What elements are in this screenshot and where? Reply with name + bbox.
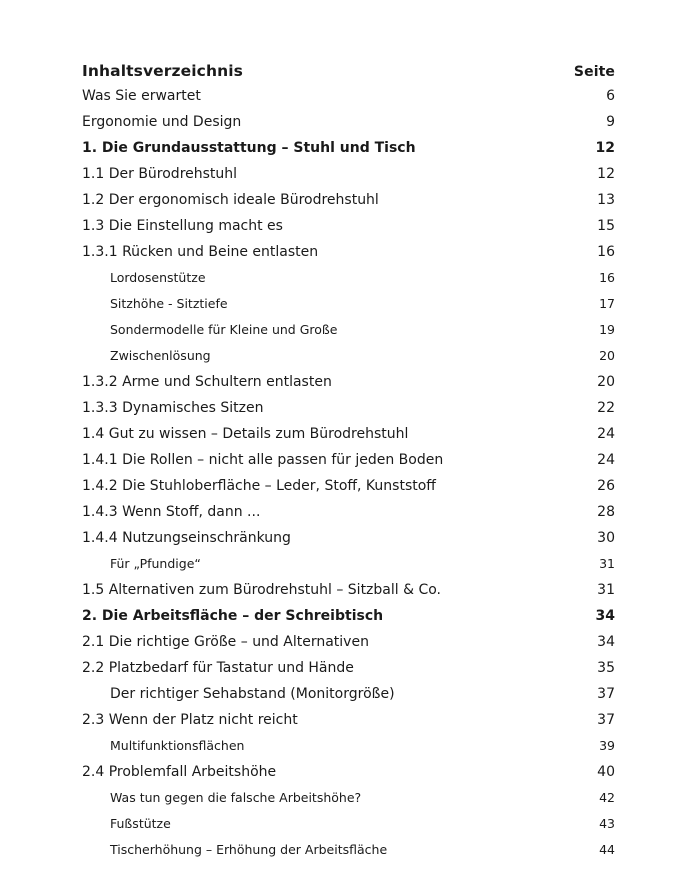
toc-entry[interactable] [82, 322, 615, 348]
toc-entry-title: 1. Die Grundausstattung – Stuhl und Tisch [82, 140, 416, 156]
toc-entry[interactable] [82, 478, 615, 504]
toc-entry[interactable] [82, 790, 615, 816]
toc-entry-page-number: 24 [597, 452, 615, 468]
toc-entry[interactable] [82, 88, 615, 114]
toc-entry-page-number: 44 [599, 842, 615, 857]
toc-entry-title: Fußstütze [110, 816, 171, 831]
toc-entry-page-number: 9 [606, 114, 615, 130]
toc-entry[interactable] [82, 400, 615, 426]
toc-entry-page-number: 22 [597, 400, 615, 416]
toc-entry-title: Multifunktionsflächen [110, 738, 245, 753]
toc-entry-title: Ergonomie und Design [82, 114, 242, 130]
toc-entry[interactable] [82, 114, 615, 140]
toc-entry-title: 2.1 Die richtige Größe – und Alternativen [82, 634, 369, 650]
toc-entry[interactable] [82, 140, 615, 166]
toc-header-row [82, 62, 615, 88]
toc-entry-page-number: 31 [597, 582, 615, 598]
toc-entry-title: 1.1 Der Bürodrehstuhl [82, 166, 238, 182]
toc-entry-title: 1.5 Alternativen zum Bürodrehstuhl – Sitzball & Co. [82, 582, 442, 598]
toc-entry-page-number: 35 [597, 660, 615, 676]
toc-entry[interactable] [82, 504, 615, 530]
toc-entry[interactable] [82, 712, 615, 738]
toc-entry-page-number: 39 [599, 738, 615, 753]
toc-entry-page-number: 13 [597, 192, 615, 208]
toc-entry[interactable] [82, 452, 615, 478]
toc-entry-page-number: 43 [599, 816, 615, 831]
toc-entry-title: 2.4 Problemfall Arbeitshöhe [82, 764, 277, 780]
toc-entry-title: Für „Pfundige“ [110, 556, 201, 571]
toc-entry-title: 1.3.3 Dynamisches Sitzen [82, 400, 264, 416]
toc-entry[interactable] [82, 426, 615, 452]
toc-entry-page-number: 17 [599, 296, 615, 311]
toc-entry-page-number: 34 [595, 608, 615, 624]
toc-entry-page-number: 20 [597, 374, 615, 390]
toc-entry-title: 1.3.2 Arme und Schultern entlasten [82, 374, 332, 390]
toc-entry-page-number: 30 [597, 530, 615, 546]
toc-entry-list [82, 88, 615, 868]
toc-entry-title: Sitzhöhe - Sitztiefe [110, 296, 228, 311]
toc-entry-title: 1.3.1 Rücken und Beine entlasten [82, 244, 319, 260]
page-column-header: Seite [573, 64, 615, 80]
toc-entry[interactable] [82, 374, 615, 400]
toc-entry[interactable] [82, 296, 615, 322]
toc-entry-title: Lordosenstütze [110, 270, 206, 285]
toc-entry[interactable] [82, 660, 615, 686]
toc-entry[interactable] [82, 218, 615, 244]
toc-entry-page-number: 26 [597, 478, 615, 494]
toc-entry-title: 1.4.3 Wenn Stoff, dann ... [82, 504, 261, 520]
toc-entry[interactable] [82, 686, 615, 712]
toc-entry-title: Der richtiger Sehabstand (Monitorgröße) [110, 686, 395, 702]
toc-entry-title: 1.4.4 Nutzungseinschränkung [82, 530, 291, 546]
toc-entry-title: 2. Die Arbeitsfläche – der Schreibtisch [82, 608, 384, 624]
toc-entry-title: 1.3 Die Einstellung macht es [82, 218, 283, 234]
toc-entry-title: 1.2 Der ergonomisch ideale Bürodrehstuhl [82, 192, 379, 208]
page-title: Inhaltsverzeichnis [82, 62, 243, 80]
toc-entry[interactable] [82, 608, 615, 634]
toc-entry-title: 1.4.2 Die Stuhloberfläche – Leder, Stoff, Kunststoff [82, 478, 436, 494]
toc-entry-page-number: 42 [599, 790, 615, 805]
toc-entry-title: Zwischenlösung [110, 348, 211, 363]
toc-entry[interactable] [82, 764, 615, 790]
toc-entry[interactable] [82, 530, 615, 556]
toc-entry-page-number: 24 [597, 426, 615, 442]
toc-entry-page-number: 40 [597, 764, 615, 780]
toc-entry-page-number: 19 [599, 322, 615, 337]
toc-entry[interactable] [82, 348, 615, 374]
toc-entry-page-number: 37 [597, 686, 615, 702]
toc-entry[interactable] [82, 192, 615, 218]
toc-entry-page-number: 12 [595, 140, 615, 156]
toc-entry-page-number: 16 [597, 244, 615, 260]
toc-entry-title: Sondermodelle für Kleine und Große [110, 322, 338, 337]
toc-entry-page-number: 20 [599, 348, 615, 363]
toc-entry[interactable] [82, 634, 615, 660]
toc-entry-page-number: 15 [597, 218, 615, 234]
toc-entry-title: 1.4.1 Die Rollen – nicht alle passen für jeden Boden [82, 452, 444, 468]
toc-entry-page-number: 16 [599, 270, 615, 285]
toc-entry-title: 2.3 Wenn der Platz nicht reicht [82, 712, 298, 728]
toc-entry-title: 2.2 Platzbedarf für Tastatur und Hände [82, 660, 354, 676]
toc-entry-page-number: 12 [597, 166, 615, 182]
toc-entry-title: Was Sie erwartet [82, 88, 201, 104]
toc-entry-page-number: 6 [606, 88, 615, 104]
toc-entry-title: Was tun gegen die falsche Arbeitshöhe? [110, 790, 362, 805]
toc-entry-title: Tischerhöhung – Erhöhung der Arbeitsfläche [110, 842, 388, 857]
toc-entry[interactable] [82, 166, 615, 192]
toc-entry[interactable] [82, 244, 615, 270]
toc-entry-title: 1.4 Gut zu wissen – Details zum Bürodrehstuhl [82, 426, 409, 442]
toc-entry[interactable] [82, 738, 615, 764]
toc-entry[interactable] [82, 842, 615, 868]
toc-entry[interactable] [82, 816, 615, 842]
toc-entry[interactable] [82, 270, 615, 296]
toc-entry-page-number: 31 [599, 556, 615, 571]
toc-entry-page-number: 28 [597, 504, 615, 520]
toc-entry[interactable] [82, 556, 615, 582]
toc-entry[interactable] [82, 582, 615, 608]
toc-entry-page-number: 37 [597, 712, 615, 728]
table-of-contents [82, 62, 615, 868]
toc-entry-page-number: 34 [597, 634, 615, 650]
